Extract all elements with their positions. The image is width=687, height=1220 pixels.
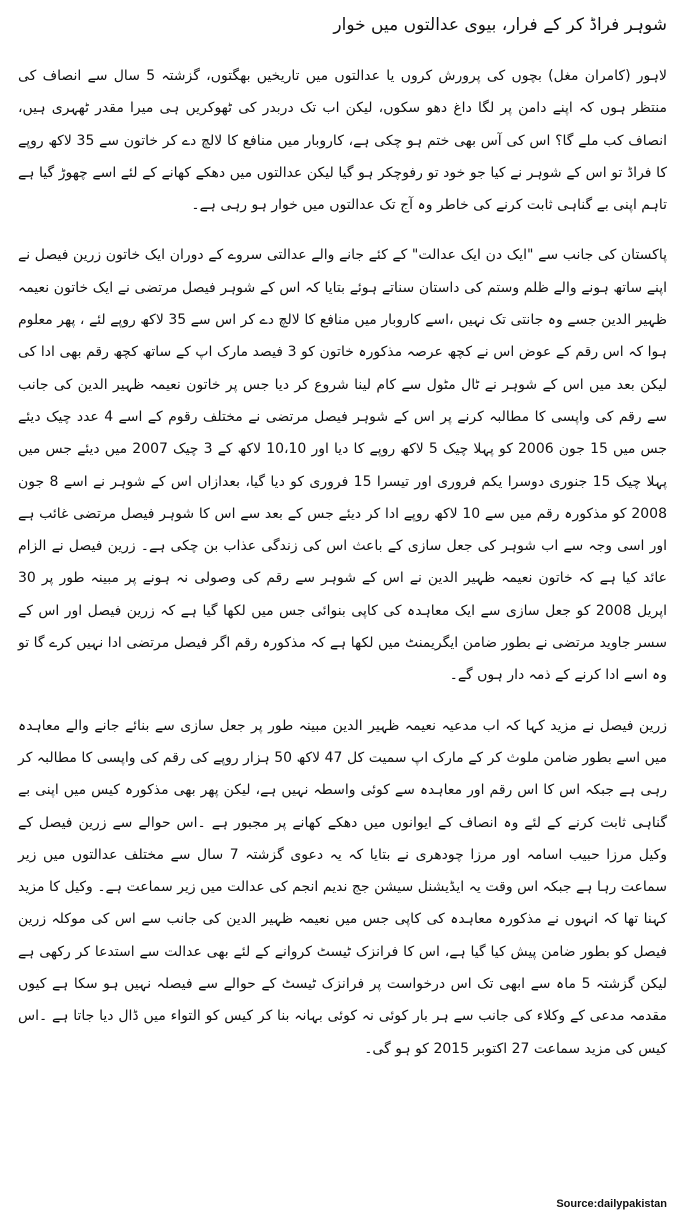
article-paragraph bbox=[18, 60, 667, 221]
article-paragraph bbox=[18, 239, 667, 691]
paragraph-text: لاہور (کامران مغل) بچوں کی پرورش کروں یا عدالتوں میں تاریخیں بھگتوں، گزشتہ 5 سال سے انصاف کی منتظر ہوں کہ اپنے دامن پر لگا داغ دھو سکوں، لیکن اب تک دربدر کی ٹھوکریں ہی میرا مقدر ٹھہری ہیں، انصاف کب ملے گا؟ اس کی آس بھی ختم ہو چکی ہے، کاروبار میں منافع کا لالچ دے کر خاتون سے 35 لاکھ روپے کا فراڈ تو اس کے شوہر نے کیا جو خود تو رفوچکر ہو گیا لیکن عدالتوں میں دھکے کھانے کے لئے اسے چھوڑ گیا ہے تاہم اپنی بے گناہی ثابت کرنے کی خاطر وہ آج تک عدالتوں میں خوار ہو رہی ہے۔ bbox=[18, 68, 667, 214]
article-paragraph bbox=[18, 710, 667, 1065]
article-title: شوہر فراڈ کر کے فرار، بیوی عدالتوں میں خوار bbox=[333, 15, 667, 35]
paragraph-text: زرین فیصل نے مزید کہا کہ اب مدعیہ نعیمہ ظہیر الدین مبینہ طور پر جعل سازی سے بنائے جانے والے معاہدہ میں اسے بطور ضامن ملوث کر کے مارک اپ سمیت کل 47 لاکھ 50 ہزار روپے کی رقم کی واپسی کا مطالبہ کر رہی ہے جبکہ اس کا اس رقم اور معاہدہ سے کوئی واسطہ نہیں ہے، لیکن پھر بھی مذکورہ کیس میں اپنی بے گناہی ثابت کرنے کے لئے وہ انصاف کے ایوانوں میں دھکے کھانے پر مجبور ہے ۔اس حوالے سے زرین فیصل کے وکیل مرزا حبیب اسامہ اور مرزا چودھری نے بتایا کہ یہ دعوی گزشتہ 7 سال سے مختلف عدالتوں میں زیر سماعت رہا ہے جبکہ اس وقت یہ ایڈیشنل سیشن جج ندیم انجم کی عدالت میں زیر سماعت ہے۔ وکیل کا مزید کہنا تھا کہ انہوں نے مذکورہ معاہدہ کی کاپی جس میں نعیمہ ظہیر الدین کی جانب سے اس کی موکلہ زرین فیصل کو بطور ضامن پیش کیا گیا ہے، اس کا فرانزک ٹیسٹ کروانے کے لئے بھی عدالت سے استدعا کر رکھی ہے لیکن گزشتہ 5 ماہ سے ابھی تک اس درخواست پر فرانزک ٹیسٹ کے حوالے سے فیصلہ نہیں ہو سکا ہے کیوں مقدمہ مدعی کے وکلاء کی جانب سے ہر بار کوئی نہ کوئی بہانہ بنا کر کیس کو التواء میں ڈال دیا جاتا ہے ۔اس کیس کی مزید سماعت 27 اکتوبر 2015 کو ہو گی۔ bbox=[18, 717, 667, 1057]
source-credit: Source:dailypakistan bbox=[556, 1198, 667, 1210]
paragraph-text: پاکستان کی جانب سے "ایک دن ایک عدالت" کے کئے جانے والے عدالتی سروے کے دوران ایک خاتون زرین فیصل نے اپنے ساتھ ہونے والے ظلم وستم کی داستان سناتے ہوئے بتایا کہ اس کے شوہر فیصل مرتضی نے ایک خاتون نعیمہ ظہیر الدین جسے وہ جانتی تک نہیں ،اسے کاروبار میں منافع کا لالچ دے کر اس سے 35 لاکھ روپے لئے ، پھر معلوم ہوا کہ اس رقم کے عوض اس نے کچھ عرصہ مذکورہ خاتون کو 3 فیصد مارک اپ کے ساتھ کچھ رقم بھی ادا کی لیکن بعد میں اس کے شوہر نے ٹال مٹول سے کام لینا شروع کر دیا جس پر خاتون نعیمہ ظہیر الدین کی جانب سے رقم کی واپسی کا مطالبہ کرنے پر اس کے شوہر فیصل مرتضی نے مختلف رقوم کے اسے 4 عدد چیک دیئے جس میں 15 جون 2006 کو پہلا چیک 5 لاکھ روپے کا دیا اور 10،10 لاکھ کے 3 چیک 2007 میں دیئے جس میں پہلا چیک 15 جنوری دوسرا یکم فروری اور تیسرا 15 فروری کو دیا گیا، بعدازاں اس کے شوہر نے اسے 8 جون 2008 کو مذکورہ رقم میں سے 10 لاکھ روپے ادا کر دیئے جس کے بعد سے اس کا شوہر فیصل مرتضی غائب ہے اور اسی وجہ سے اب شوہر کی جعل سازی کے باعث اس کی زندگی عذاب بن چکی ہے۔ زرین فیصل نے الزام عائد کیا ہے کہ خاتون نعیمہ ظہیر الدین نے اس کے شوہر سے رقم کی وصولی نہ ہونے پر مبینہ طور پر 30 اپریل 2008 کو جعل سازی سے ایک معاہدہ کی کاپی بنوائی جس میں لکھا گیا ہے کہ زرین فیصل اور اس کے سسر جاوید مرتضی نے بطور ضامن ایگریمنٹ میں لکھا ہے کہ مذکورہ رقم اگر فیصل مرتضی ادا نہیں کرے گا تو وہ اسے ادا کرنے کے ذمہ دار ہوں گے۔ bbox=[18, 247, 667, 684]
